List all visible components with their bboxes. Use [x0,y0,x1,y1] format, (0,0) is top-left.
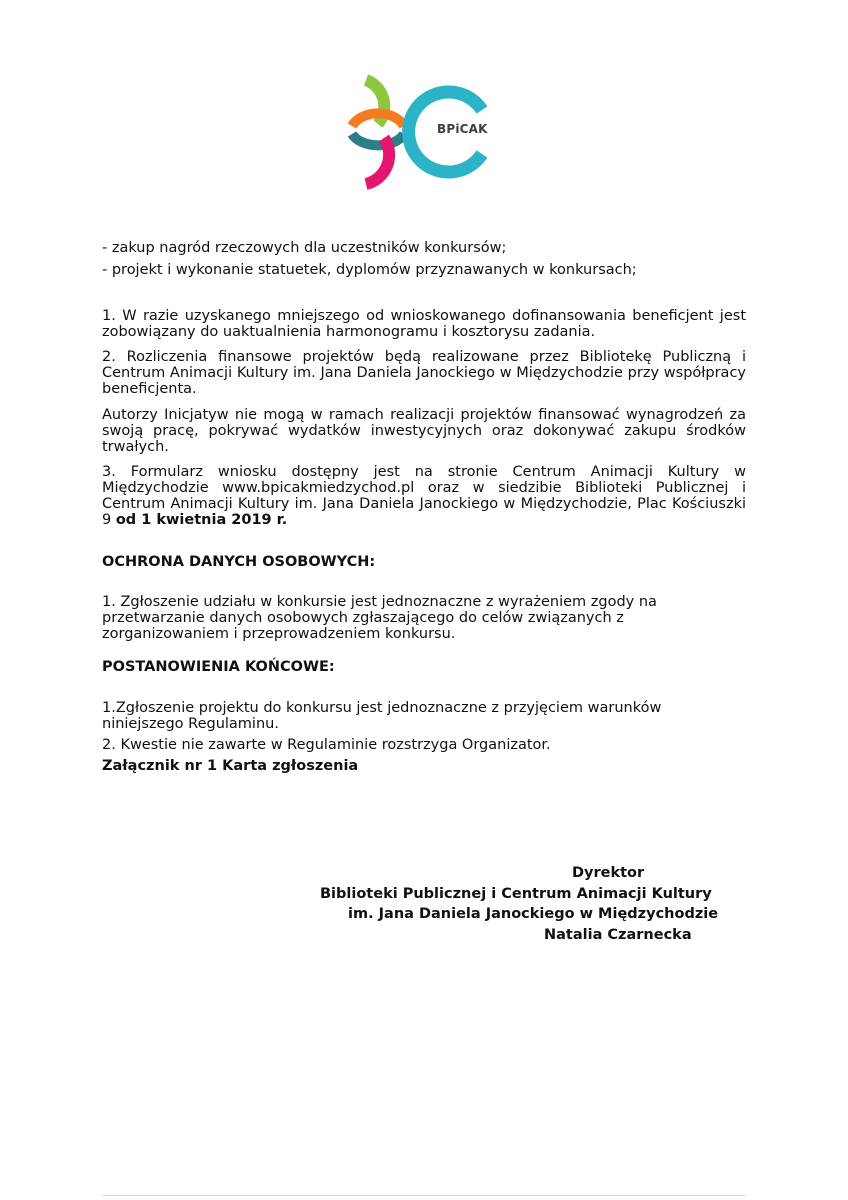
signature-patron: im. Jana Daniela Janockiego w Międzychodzie [348,906,719,922]
attachment-note: Załącznik nr 1 Karta zgłoszenia [102,758,359,774]
paragraph-point-3-date: od 1 kwietnia 2019 r. [115,512,288,528]
signature-name: Natalia Czarnecka [544,927,692,943]
paragraph-authors: Autorzy Inicjatyw nie mogą w ramach realizacji projektów finansować wynagrodzeń za swoją pracę, pokrywać wydatków inwestycyjnych oraz dokonywać zakupu środków trwałych. [102,407,746,455]
signature-institution: Biblioteki Publicznej i Centrum Animacji Kultury [320,886,712,902]
section-heading-final-provisions: POSTANOWIENIA KOŃCOWE: [102,659,335,675]
bullet-item: - projekt i wykonanie statuetek, dyplomów przyznawanych w konkursach; [102,262,637,278]
final-provisions-item-1: 1.Zgłoszenie projektu do konkursu jest jednoznaczne z przyjęciem warunków niniejszego Regulaminu. [102,700,662,732]
paragraph-point-3 [102,464,746,528]
paragraph-point-1: 1. W razie uzyskanego mniejszego od wnioskowanego dofinansowania beneficjent jest zobowiązany do uaktualnienia harmonogramu i kosztorysu zadania. [102,308,746,340]
logo-text: BPiCAK [437,122,488,136]
section-heading-data-protection: OCHRONA DANYCH OSOBOWYCH: [102,554,376,570]
signature-title: Dyrektor [572,865,645,881]
paragraph-point-3-text: 3. Formularz wniosku dostępny jest na stronie Centrum Animacji Kultury w Międzychodzie www.bpicakmiedzychod.pl oraz w siedzibie Biblioteki Publicznej i Centrum Animacji Kultury im. Jana Daniela Janockiego w Międzychodzie, Plac Kościuszki 9 [102,464,746,528]
data-protection-item: 1. Zgłoszenie udziału w konkursie jest jednoznaczne z wyrażeniem zgody na przetwarzanie danych osobowych zgłaszającego do celów związanych z zorganizowaniem i przeprowadzeniem konkursu. [102,594,657,642]
bullet-item: - zakup nagród rzeczowych dla uczestników konkursów; [102,240,507,256]
bpicak-logo [344,68,492,192]
paragraph-point-2: 2. Rozliczenia finansowe projektów będą realizowane przez Bibliotekę Publiczną i Centrum Animacji Kultury im. Jana Daniela Janockiego w Międzychodzie przy współpracy beneficjenta. [102,349,746,397]
footer-divider [102,1195,746,1196]
final-provisions-item-2: 2. Kwestie nie zawarte w Regulaminie rozstrzyga Organizator. [102,737,551,753]
